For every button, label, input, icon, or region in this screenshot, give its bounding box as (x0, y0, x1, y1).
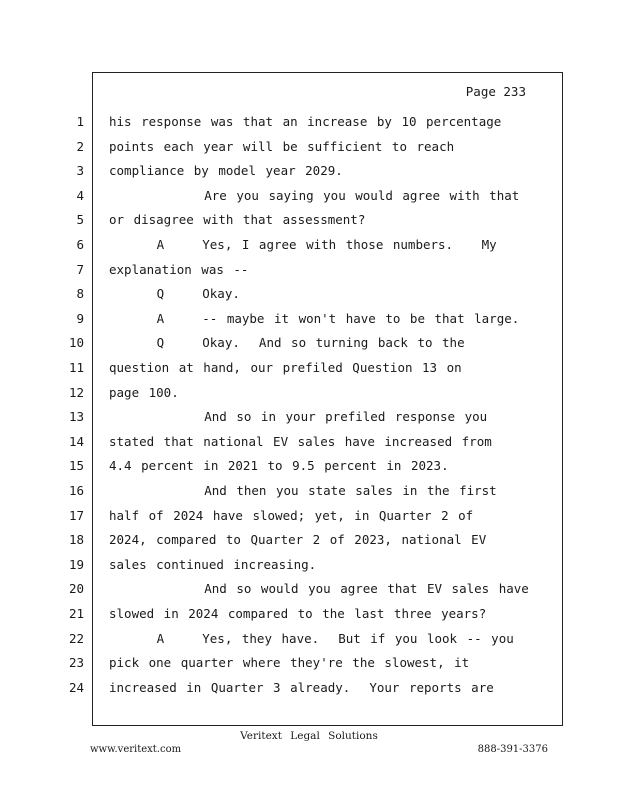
transcript-line: And so in your prefiled response you (109, 409, 488, 425)
footer-website: www.veritext.com (90, 744, 182, 755)
line-number: 17 (68, 507, 84, 523)
transcript-line: question at hand, our prefiled Question 13 on (109, 360, 462, 375)
line-number: 19 (68, 556, 84, 572)
transcript-line: explanation was -- (109, 261, 249, 277)
transcript-line: compliance by model year 2029. (109, 163, 343, 179)
line-number: 7 (76, 261, 84, 277)
line-number: 3 (76, 163, 84, 179)
transcript-line: page 100. (109, 384, 179, 400)
line-number: 24 (68, 679, 84, 695)
transcript-line: 4.4 percent in 2021 to 9.5 percent in 2023. (109, 458, 449, 474)
transcript-line: 2024, compared to Quarter 2 of 2023, national EV (109, 532, 487, 548)
line-number: 21 (68, 606, 84, 621)
transcript-line: slowed in 2024 compared to the last three years? (109, 606, 487, 621)
line-number: 4 (76, 187, 84, 203)
line-number: 5 (76, 212, 84, 228)
line-number: 14 (68, 433, 84, 449)
transcript-line: And so would you agree that EV sales have (109, 581, 529, 597)
transcript-line: Q Okay. And so turning back to the (109, 335, 465, 351)
line-number: 20 (68, 581, 84, 597)
line-number: 8 (76, 286, 84, 302)
footer-phone: 888-391-3376 (477, 744, 548, 755)
line-number: 13 (68, 409, 84, 425)
line-number: 15 (68, 458, 84, 474)
line-number: 18 (68, 532, 84, 548)
transcript-line: And then you state sales in the first (109, 483, 497, 498)
transcript-line: Are you saying you would agree with that (109, 187, 520, 203)
transcript-line: his response was that an increase by 10 percentage (109, 114, 502, 129)
transcript-line: Q Okay. (109, 286, 240, 302)
line-number: 10 (68, 335, 84, 351)
line-number: 16 (68, 483, 84, 498)
transcript-line: A -- maybe it won't have to be that large. (109, 310, 520, 326)
transcript-line: points each year will be sufficient to reach (109, 138, 455, 154)
line-number: 9 (76, 310, 84, 326)
footer-company: Veritext Legal Solutions (240, 730, 378, 742)
line-number: 1 (76, 114, 84, 129)
line-number: 23 (68, 655, 84, 671)
transcript-line: pick one quarter where they're the slowest, it (109, 655, 470, 671)
line-number: 12 (68, 384, 84, 400)
line-number: 11 (68, 360, 84, 375)
page-number: Page 233 (465, 84, 526, 99)
line-number: 22 (68, 630, 84, 646)
line-number: 2 (76, 138, 84, 154)
transcript-line: half of 2024 have slowed; yet, in Quarter 2 of (109, 507, 474, 523)
transcript-line: or disagree with that assessment? (109, 212, 366, 228)
transcript-line: A Yes, they have. But if you look -- you (109, 630, 514, 646)
transcript-line: sales continued increasing. (109, 556, 317, 572)
transcript-line: A Yes, I agree with those numbers. My (109, 237, 497, 252)
line-number: 6 (76, 237, 84, 252)
transcript-line: increased in Quarter 3 already. Your reports are (109, 679, 494, 695)
transcript-line: stated that national EV sales have increased from (109, 433, 492, 449)
